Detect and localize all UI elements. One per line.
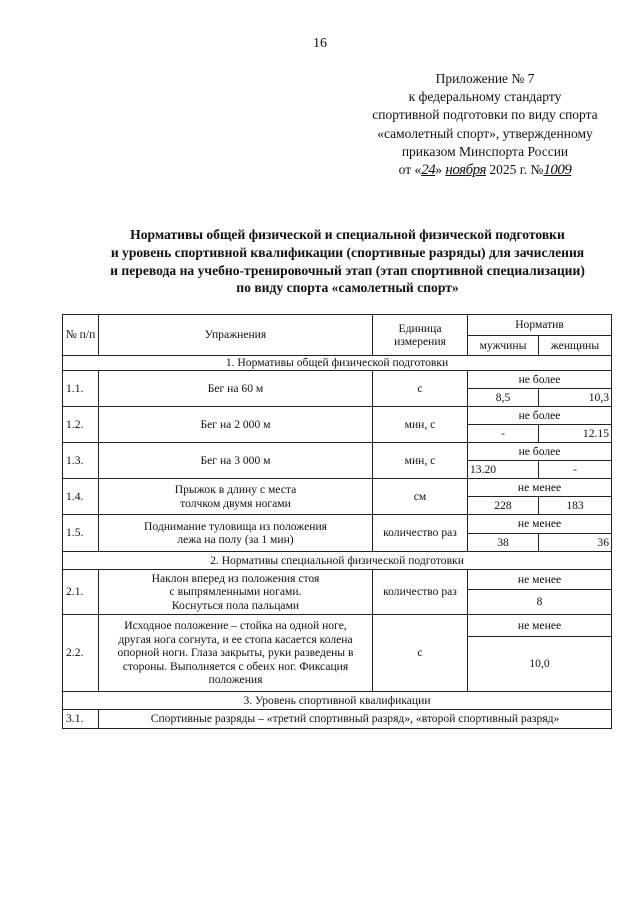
table-cell: Бег на 2 000 м	[99, 407, 373, 443]
table-cell: 1.1.	[63, 371, 99, 407]
table-cell: количество раз	[373, 570, 468, 615]
header-unit: Единица измерения	[373, 315, 468, 356]
section-title: 2. Нормативы специальной физической подготовки	[63, 552, 612, 570]
table-cell: не более	[468, 371, 612, 389]
table-cell: с	[373, 371, 468, 407]
table-cell: с	[373, 615, 468, 692]
appendix-line: к федеральному стандарту	[408, 89, 562, 105]
table-cell: 36	[539, 534, 612, 552]
table-cell: мин, с	[373, 407, 468, 443]
table-cell: -	[539, 461, 612, 479]
header-women: женщины	[539, 336, 612, 356]
table-cell: 3.1.	[63, 710, 99, 729]
table-cell: количество раз	[373, 515, 468, 552]
table-cell: Исходное положение – стойка на одной ноге, другая нога согнута, и ее стопа касается колена опорной ноги. Глаза закрыты, руки разведены в стороны. Выполняется с обеих ног. Фиксация положения	[99, 615, 373, 692]
table-cell: Наклон вперед из положения стоя с выпрямленными ногами. Коснуться пола пальцами	[99, 570, 373, 615]
table-cell: Бег на 3 000 м	[99, 443, 373, 479]
appendix-line: «самолетный спорт», утвержденному	[377, 125, 593, 141]
table-cell: 1.4.	[63, 479, 99, 515]
appendix-header	[340, 70, 630, 179]
norms-table	[62, 314, 612, 729]
page-number: 16	[313, 36, 327, 51]
table-cell: 12.15	[539, 425, 612, 443]
table-cell: не более	[468, 407, 612, 425]
appendix-line: спортивной подготовки по виду спорта	[372, 107, 598, 123]
handwritten-day: 24	[421, 162, 436, 179]
table-cell: не менее	[468, 479, 612, 497]
table-cell: 10,0	[468, 637, 612, 692]
header-num: № п/п	[63, 315, 99, 356]
table-cell: 8,5	[468, 389, 539, 407]
header-men: мужчины	[468, 336, 539, 356]
table-cell: 38	[468, 534, 539, 552]
table-cell: мин, с	[373, 443, 468, 479]
table-cell: 13.20	[468, 461, 539, 479]
table-cell: 8	[468, 590, 612, 615]
document-title: Нормативы общей физической и специальной физической подготовки и уровень спортивной квалификации (спортивные разряды) для зачисления и перевода на учебно-тренировочный этап (этап спортивной специализации) по виду спорта «самолетный спорт»	[110, 227, 585, 296]
table-cell: 1.5.	[63, 515, 99, 552]
table-cell: не более	[468, 443, 612, 461]
header-exercise: Упражнения	[99, 315, 373, 356]
appendix-date: от «24» ноября 2025 г. №1009	[398, 162, 572, 179]
table-cell: не менее	[468, 570, 612, 590]
appendix-line: приказом Минспорта России	[401, 143, 569, 159]
table-cell: Прыжок в длину с места толчком двумя ногами	[99, 479, 373, 515]
table-cell: Спортивные разряды – «третий спортивный разряд», «второй спортивный разряд»	[99, 710, 612, 729]
table-cell: не менее	[468, 515, 612, 534]
section-title: 1. Нормативы общей физической подготовки	[63, 356, 612, 371]
header-norm: Норматив	[468, 315, 612, 336]
table-cell: не менее	[468, 615, 612, 637]
table-cell: 10,3	[539, 389, 612, 407]
table-cell: см	[373, 479, 468, 515]
table-cell: 2.2.	[63, 615, 99, 692]
table-cell: Поднимание туловища из положения лежа на полу (за 1 мин)	[99, 515, 373, 552]
table-cell: 2.1.	[63, 570, 99, 615]
appendix-line: Приложение № 7	[435, 71, 535, 86]
handwritten-order-number: 1009	[543, 162, 572, 179]
table-cell: 228	[468, 497, 539, 515]
table-cell: 183	[539, 497, 612, 515]
table-cell: -	[468, 425, 539, 443]
section-title: 3. Уровень спортивной квалификации	[63, 692, 612, 710]
handwritten-month: ноября	[445, 162, 486, 179]
table-cell: 1.3.	[63, 443, 99, 479]
table-cell: 1.2.	[63, 407, 99, 443]
table-cell: Бег на 60 м	[99, 371, 373, 407]
